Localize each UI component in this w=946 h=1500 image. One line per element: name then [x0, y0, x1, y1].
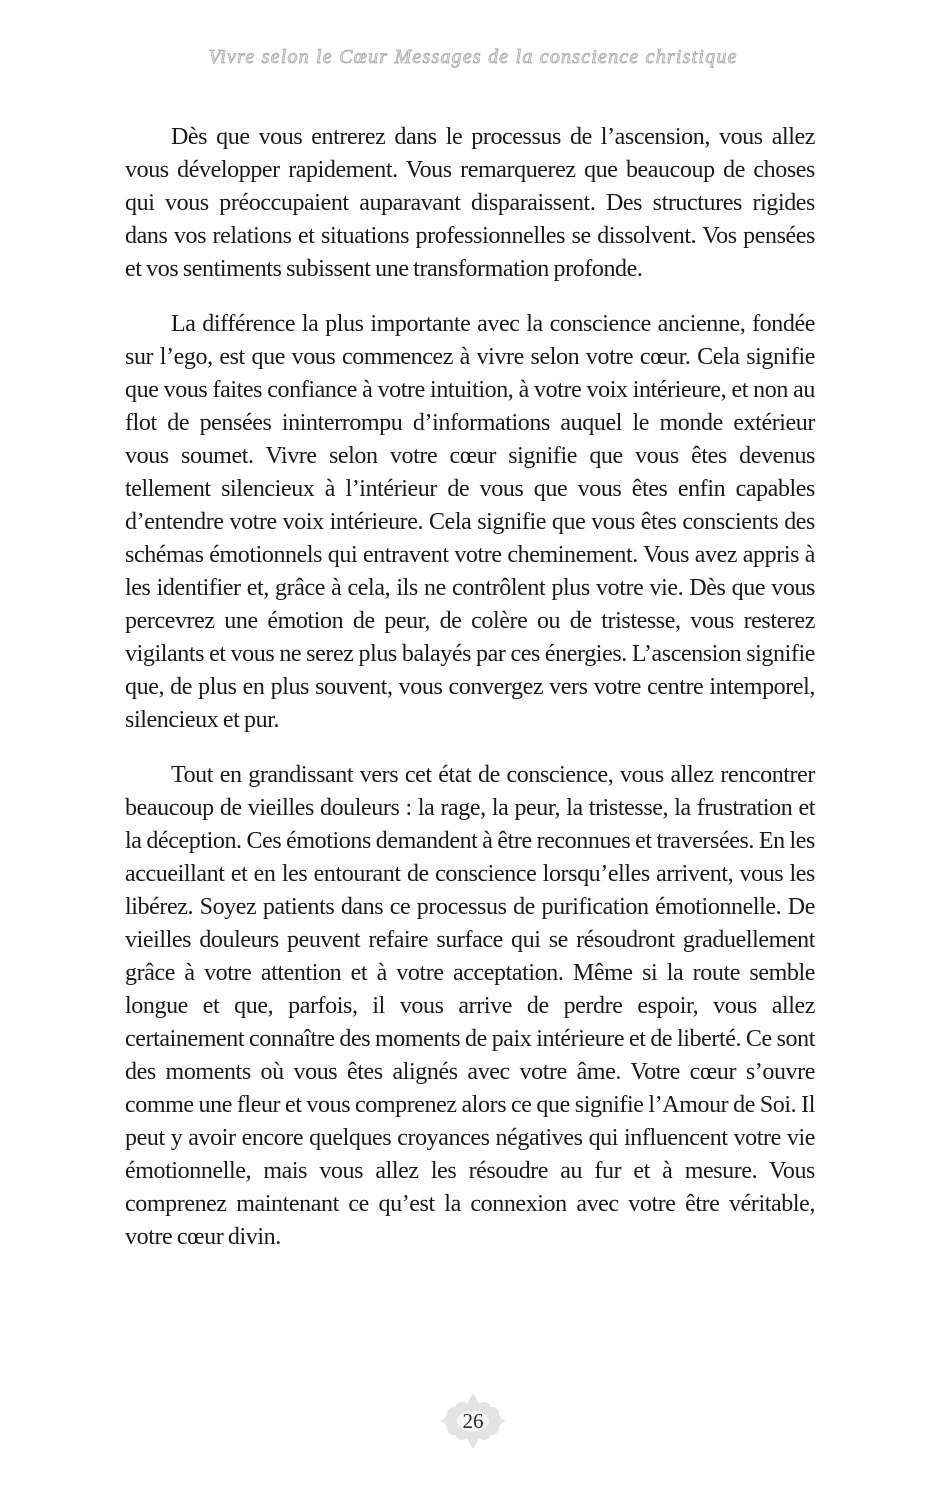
page-number: 26	[462, 1409, 484, 1433]
running-header: Vivre selon le Cœur Messages de la conscience christique	[208, 46, 738, 68]
page-footer	[0, 1392, 946, 1450]
page-number-ornament	[435, 1392, 511, 1450]
paragraph-2: La différence la plus importante avec la conscience ancienne, fondée sur l’ego, est que vous commencez à vivre selon votre cœur. Cela signifie que vous faites confiance à votre intuition, à votre voix intérieure, et non au flot de pensées ininterrompu d’informations auquel le monde extérieur vous soumet. Vivre selon votre cœur signifie que vous êtes devenus tellement silencieux à l’intérieur de vous que vous êtes enfin capables d’entendre votre voix intérieure. Cela signifie que vous êtes conscients des schémas émotionnels qui entravent votre cheminement. Vous avez appris à les identifier et, grâce à cela, ils ne contrôlent plus votre vie. Dès que vous percevrez une émotion de peur, de colère ou de tristesse, vous resterez vigilants et vous ne serez plus balayés par ces énergies. L’ascension signifie que, de plus en plus souvent, vous convergez vers votre centre intemporel, silencieux et pur.	[125, 311, 815, 733]
paragraph-3: Tout en grandissant vers cet état de conscience, vous allez rencontrer beaucoup de vieilles douleurs : la rage, la peur, la tristesse, la frustration et la déception. Ces émotions demandent à être reconnues et traversées. En les accueillant et en les entourant de conscience lorsqu’elles arrivent, vous les libérez. Soyez patients dans ce processus de purification émotionnelle. De vieilles douleurs peuvent refaire surface qui se résoudront graduellement grâce à votre attention et à votre acceptation. Même si la route semble longue et que, parfois, il vous arrive de perdre espoir, vous allez certainement connaître des moments de paix intérieure et de liberté. Ce sont des moments où vous êtes alignés avec votre âme. Votre cœur s’ouvre comme une fleur et vous comprenez alors ce que signifie l’Amour de Soi. Il peut y avoir encore quelques croyances négatives qui influencent votre vie émotionnelle, mais vous allez les résoudre au fur et à mesure. Vous comprenez maintenant ce qu’est la connexion avec votre être véritable, votre cœur divin.	[125, 762, 815, 1250]
body-text	[125, 121, 815, 1276]
paragraph-1: Dès que vous entrerez dans le processus de l’ascension, vous allez vous développer rapidement. Vous remarquerez que beaucoup de choses qui vous préoccupaient auparavant disparaissent. Des structures rigides dans vos relations et situations professionnelles se dissolvent. Vos pensées et vos sentiments subissent une transformation profonde.	[125, 124, 815, 282]
